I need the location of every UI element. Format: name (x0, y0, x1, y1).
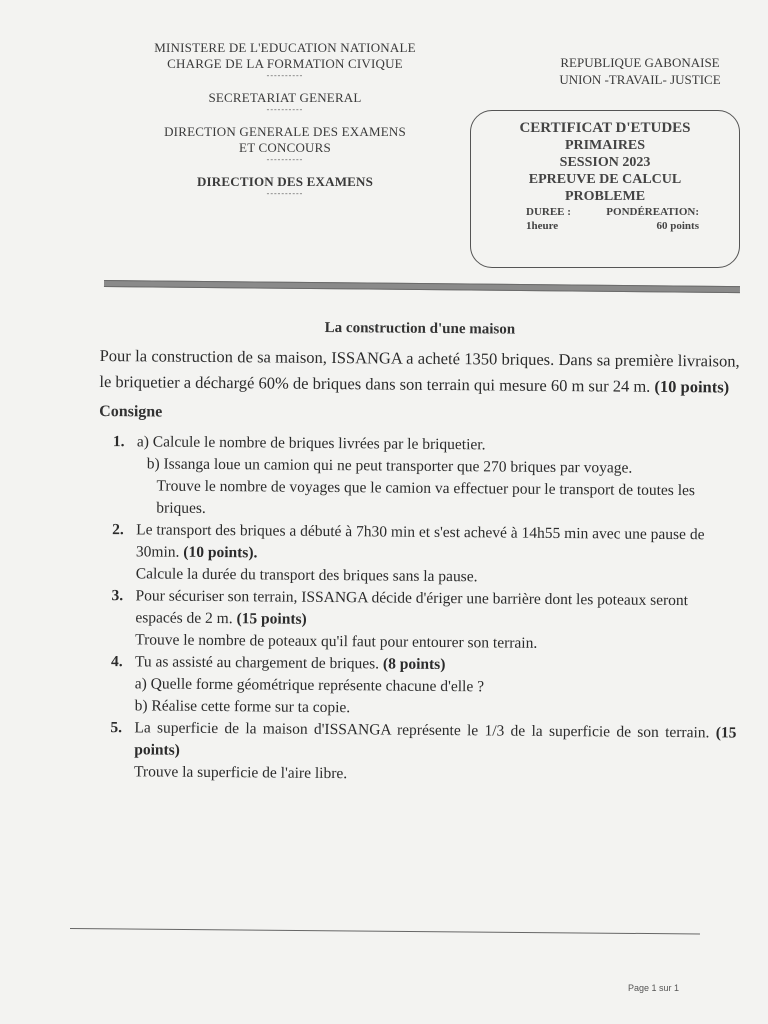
question-2-task: Calcule la durée du transport des briques sans la pause. (135, 565, 478, 586)
question-1b-task: Trouve le nombre de voyages que le camion va effectuer pour le transport de toutes les briques. (156, 477, 696, 517)
republic-motto: UNION -TRAVAIL- JUSTICE (559, 72, 721, 87)
exam-subject-type: PROBLEME (564, 189, 646, 204)
question-2 (98, 519, 739, 591)
exam-content (96, 318, 740, 789)
ministry-header (120, 40, 450, 198)
question-1b: b) Issanga loue un camion qui ne peut transporter que 270 briques par voyage. (146, 455, 633, 477)
separator: ---------- (266, 155, 304, 164)
question-4-points: (8 points) (382, 655, 446, 674)
footer-divider (70, 928, 700, 934)
direction-generale-subline: ET CONCOURS (239, 140, 331, 155)
question-5-text: La superficie de la maison d'ISSANGA représente le 1/3 de la superficie de son terrain. (134, 719, 710, 742)
exam-subject: EPREUVE DE CALCUL (528, 172, 682, 187)
question-number: 2. (112, 521, 124, 539)
republic-header (540, 54, 740, 88)
separator: ---------- (266, 105, 304, 114)
direction-generale-line: DIRECTION GENERALE DES EXAMENS (164, 124, 406, 139)
question-3 (97, 585, 738, 657)
question-3-text: Pour sécuriser son terrain, ISSANGA décide d'ériger une barrière dont les poteaux seront espacés de 2 m. (135, 587, 689, 628)
duration-label: DUREE : (526, 206, 571, 218)
question-4-text: Tu as assisté au chargement de briques. (134, 653, 380, 673)
exam-level: PRIMAIRES (564, 138, 646, 153)
republic-name: REPUBLIQUE GABONAISE (560, 55, 720, 70)
direction-examens-line: DIRECTION DES EXAMENS (196, 174, 374, 189)
question-2-text: Le transport des briques a débuté à 7h30 min et s'est achevé à 14h55 min avec une pause de 30min. (135, 521, 705, 561)
question-5-task: Trouve la superficie de l'aire libre. (133, 763, 348, 783)
problem-text: Pour la construction de sa maison, ISSANGA a acheté 1350 briques. Dans sa première livraison, le briquetier a déchargé 60% de briques dans son terrain qui mesure 60 m sur 24 m. (99, 345, 740, 396)
header-divider (104, 280, 740, 293)
page-number: Page 1 sur 1 (628, 983, 680, 993)
question-4b: b) Réalise cette forme sur ta copie. (134, 697, 351, 717)
question-1 (98, 431, 739, 525)
question-number: 1. (112, 433, 125, 451)
ministry-line: MINISTERE DE L'EDUCATION NATIONALE (154, 40, 416, 55)
question-3-points: (15 points) (236, 610, 307, 628)
question-number: 5. (110, 719, 123, 737)
weighting-label: PONDÉREATION: (606, 206, 699, 218)
duration-value: 1heure (526, 220, 559, 232)
question-5-points: (15 points) (134, 724, 737, 759)
question-number: 4. (110, 653, 123, 671)
question-4 (97, 651, 738, 723)
question-4a: a) Quelle forme géométrique représente chacune d'elle ? (134, 675, 485, 696)
separator: ---------- (266, 71, 304, 80)
exam-session: SESSION 2023 (559, 155, 651, 170)
instructions-heading: Consigne (99, 402, 163, 421)
question-5 (96, 717, 737, 789)
problem-title: La construction d'une maison (324, 319, 516, 338)
ministry-subline: CHARGE DE LA FORMATION CIVIQUE (167, 56, 403, 71)
exam-meta-labels (471, 205, 739, 219)
separator: ---------- (266, 189, 304, 198)
exam-meta-values (471, 219, 739, 233)
question-2-points: (10 points). (183, 543, 258, 562)
weighting-value: 60 points (656, 220, 699, 232)
exam-name: CERTIFICAT D'ETUDES (519, 120, 691, 136)
question-1a: a) Calcule le nombre de briques livrées par le briquetier. (136, 433, 486, 454)
problem-points: (10 points) (654, 376, 730, 397)
problem-statement (99, 343, 739, 401)
secretariat-line: SECRETARIAT GENERAL (208, 90, 362, 105)
question-number: 3. (111, 587, 124, 605)
exam-info-box (470, 110, 740, 268)
question-3-task: Trouve le nombre de poteaux qu'il faut pour entourer son terrain. (135, 631, 538, 652)
